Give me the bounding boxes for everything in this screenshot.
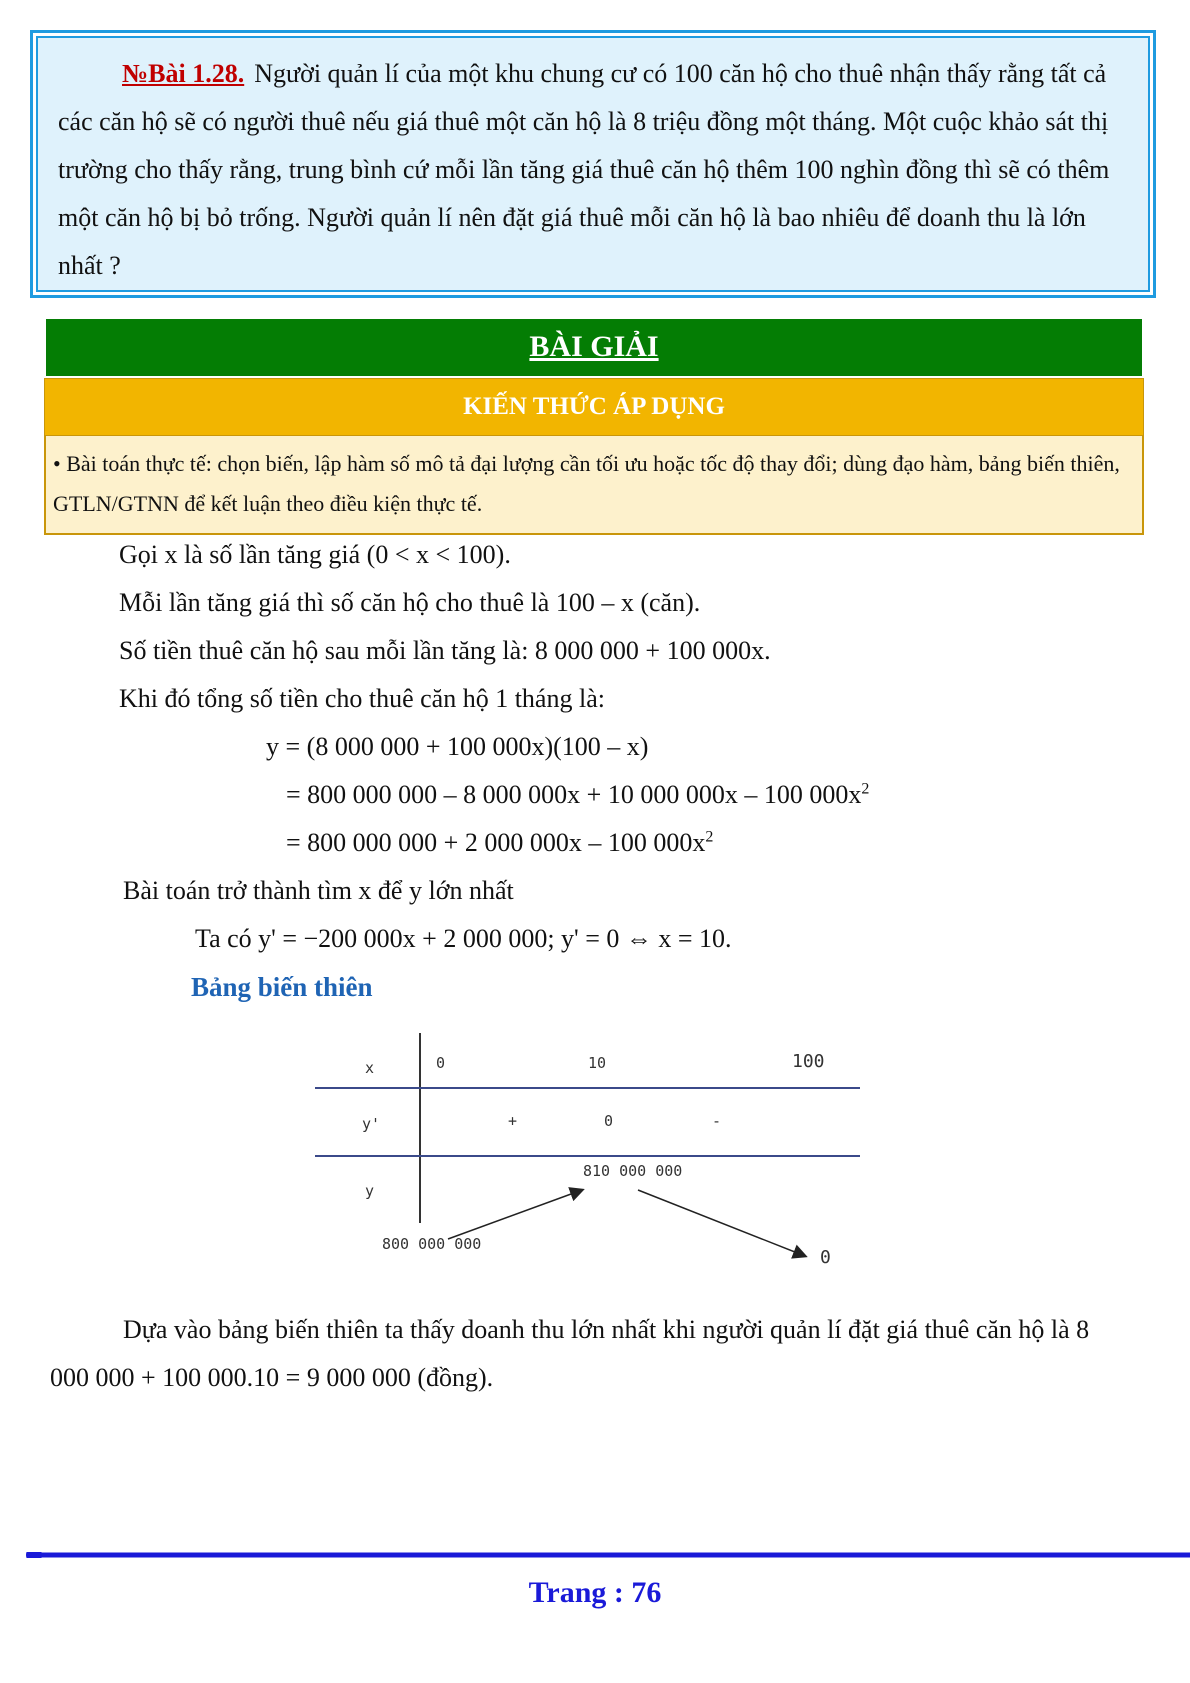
- step-apartments-count: Mỗi lần tăng giá thì số căn hộ cho thuê là 100 – x (căn).: [119, 588, 701, 617]
- increasing-arrow: [448, 1190, 582, 1239]
- y-start-value: 800 000 000: [382, 1235, 482, 1253]
- x-value-10: 10: [588, 1054, 607, 1072]
- equation-line-2-exponent: 2: [861, 780, 870, 798]
- y-end-value: 0: [820, 1247, 831, 1268]
- row-label-yprime: y': [362, 1115, 381, 1133]
- page-number: Trang : 76: [528, 1576, 662, 1609]
- variation-table-title: Bảng biến thiên: [191, 972, 373, 1002]
- equation-line-3-exponent: 2: [705, 828, 714, 846]
- x-value-100: 100: [792, 1051, 825, 1072]
- problem-text: Người quản lí của một khu chung cư có 100 căn hộ cho thuê nhận thấy rằng tất cả các căn hộ sẽ có người thuê nếu giá thuê một căn hộ là 8 triệu đồng một tháng. Một cuộc khảo sát thị trường cho thấy rằng, trung bình cứ mỗi lần tăng giá thuê căn hộ thêm 100 nghìn đồng thì sẽ có thêm một căn hộ bị bỏ trống. Người quản lí nên đặt giá thuê mỗi căn hộ là bao nhiêu để doanh thu là lớn nhất ?: [58, 59, 1110, 280]
- yprime-zero: 0: [604, 1112, 614, 1130]
- yprime-minus: -: [712, 1112, 722, 1130]
- footer-rule: [26, 1552, 1190, 1558]
- footer-dot: [26, 1552, 42, 1558]
- row-label-y: y: [365, 1182, 375, 1200]
- row-label-x: x: [365, 1059, 375, 1077]
- equation-line-2: [286, 780, 869, 810]
- step-derivative: Ta có y' = −200 000x + 2 000 000; y' = 0 ⇔ x = 10.: [195, 924, 732, 953]
- knowledge-text: • Bài toán thực tế: chọn biến, lập hàm số mô tả đại lượng cần tối ưu hoặc tốc độ thay đổi; dùng đạo hàm, bảng biến thiên, GTLN/GTNN để kết luận theo điều kiện thực tế.: [53, 451, 1120, 516]
- problem-box: [30, 30, 1156, 298]
- step-maximize: Bài toán trở thành tìm x để y lớn nhất: [123, 876, 514, 905]
- knowledge-box: [44, 436, 1144, 535]
- x-value-0: 0: [436, 1054, 446, 1072]
- equation-line-1: y = (8 000 000 + 100 000x)(100 – x): [266, 732, 649, 761]
- problem-inner: [36, 36, 1150, 292]
- step-total-revenue: Khi đó tổng số tiền cho thuê căn hộ 1 tháng là:: [119, 684, 605, 713]
- equation-line-3-text: = 800 000 000 + 2 000 000x – 100 000x: [286, 828, 706, 857]
- solution-heading: BÀI GIẢI: [529, 330, 659, 363]
- equation-line-3: [286, 828, 713, 858]
- equation-line-2-text: = 800 000 000 – 8 000 000x + 10 000 000x – 100 000x: [286, 780, 862, 809]
- knowledge-heading-bar: [44, 378, 1144, 436]
- conclusion: Dựa vào bảng biến thiên ta thấy doanh thu lớn nhất khi người quản lí đặt giá thuê căn hộ là 8 000 000 + 100 000.10 = 9 000 000 (đồng).: [50, 1315, 1090, 1392]
- step-rent-price: Số tiền thuê căn hộ sau mỗi lần tăng là: 8 000 000 + 100 000x.: [119, 636, 771, 665]
- decreasing-arrow: [638, 1190, 805, 1256]
- problem-label: №Bài 1.28.: [122, 59, 245, 88]
- knowledge-heading: KIẾN THỨC ÁP DỤNG: [463, 393, 725, 420]
- yprime-plus: +: [508, 1112, 518, 1130]
- solution-heading-bar: [46, 319, 1142, 376]
- y-max-value: 810 000 000: [583, 1162, 683, 1180]
- problem-statement: [58, 50, 1130, 290]
- step-define-x: Gọi x là số lần tăng giá (0 < x < 100).: [119, 540, 511, 569]
- variation-table: [300, 1028, 880, 1288]
